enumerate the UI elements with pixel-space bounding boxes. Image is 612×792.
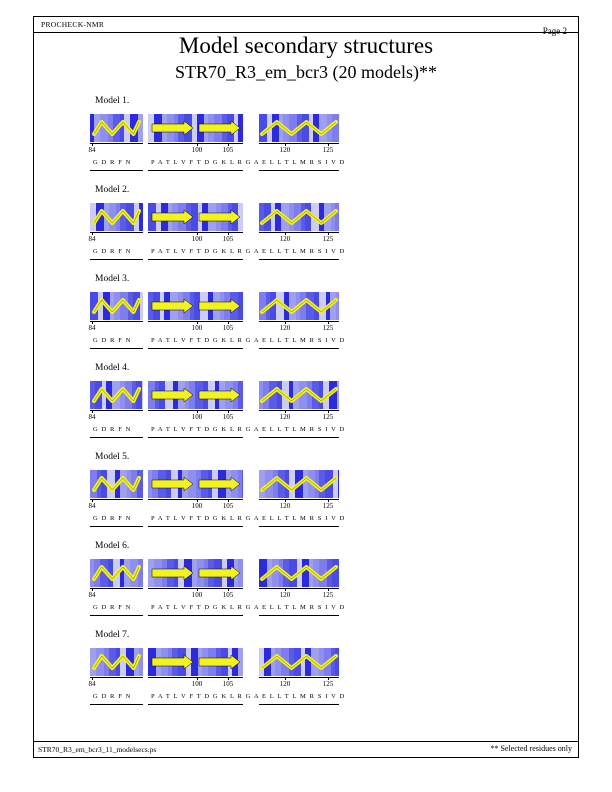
- segment-117-126-panel: [259, 559, 339, 587]
- segment-117-126-panel: [259, 292, 339, 320]
- residue-sequence: G D R F N: [93, 337, 132, 344]
- model-label: Model 3.: [95, 274, 130, 284]
- segment-117-126-panel: [259, 114, 339, 142]
- residue-sequence: E L L T L M R S I V D: [262, 426, 346, 433]
- segment-84-90-panel: [90, 203, 143, 231]
- axis-line: [259, 143, 339, 144]
- axis-tick-label: 120: [279, 235, 291, 243]
- segment-95-108-panel: [148, 559, 243, 587]
- page-subtitle: STR70_R3_em_bcr3 (20 models)**: [175, 62, 437, 82]
- segment-95-108-panel: [148, 203, 243, 231]
- axis-tick-label: 125: [322, 591, 334, 599]
- segment-95-108-panel: [148, 648, 243, 676]
- model-label: Model 2.: [95, 185, 130, 195]
- residue-sequence: G D R F N: [93, 426, 132, 433]
- axis-tick-label: 125: [322, 680, 334, 688]
- residue-sequence: G D R F N: [93, 159, 132, 166]
- sequence-underline: [259, 259, 339, 260]
- axis-line: [259, 499, 339, 500]
- sequence-underline: [259, 437, 339, 438]
- axis-line: [90, 410, 143, 411]
- sequence-underline: [90, 348, 143, 349]
- residue-sequence: G D R F N: [93, 604, 132, 611]
- axis-line: [259, 677, 339, 678]
- residue-sequence: E L L T L M R S I V D: [262, 515, 346, 522]
- residue-sequence: P A T L V F T D G K L R G A: [151, 426, 260, 433]
- axis-tick-label: 84: [88, 591, 96, 599]
- axis-tick-label: 105: [222, 235, 234, 243]
- axis-line: [90, 232, 143, 233]
- axis-line: [90, 588, 143, 589]
- axis-tick-label: 105: [222, 591, 234, 599]
- axis-line: [90, 321, 143, 322]
- sequence-underline: [259, 526, 339, 527]
- axis-tick-label: 100: [191, 591, 203, 599]
- axis-tick-label: 120: [279, 324, 291, 332]
- axis-tick-label: 125: [322, 413, 334, 421]
- axis-tick-label: 125: [322, 235, 334, 243]
- axis-tick-label: 120: [279, 146, 291, 154]
- axis-tick-label: 100: [191, 235, 203, 243]
- sequence-underline: [148, 348, 243, 349]
- sequence-underline: [148, 526, 243, 527]
- axis-tick-label: 100: [191, 413, 203, 421]
- axis-line: [90, 677, 143, 678]
- axis-tick-label: 105: [222, 146, 234, 154]
- axis-tick-label: 125: [322, 324, 334, 332]
- sequence-underline: [148, 704, 243, 705]
- page-number: Page 2: [542, 26, 567, 36]
- segment-117-126-panel: [259, 381, 339, 409]
- axis-tick-label: 100: [191, 502, 203, 510]
- header-left-text: PROCHECK-NMR: [41, 20, 105, 29]
- segment-95-108-panel: [148, 292, 243, 320]
- model-label: Model 4.: [95, 363, 130, 373]
- residue-sequence: P A T L V F T D G K L R G A: [151, 693, 260, 700]
- model-label: Model 1.: [95, 96, 130, 106]
- residue-sequence: P A T L V F T D G K L R G A: [151, 159, 260, 166]
- sequence-underline: [90, 615, 143, 616]
- residue-sequence: E L L T L M R S I V D: [262, 248, 346, 255]
- segment-84-90-panel: [90, 292, 143, 320]
- segment-117-126-panel: [259, 648, 339, 676]
- residue-sequence: G D R F N: [93, 515, 132, 522]
- axis-tick-label: 105: [222, 413, 234, 421]
- segment-84-90-panel: [90, 470, 143, 498]
- axis-tick-label: 100: [191, 146, 203, 154]
- sequence-underline: [148, 437, 243, 438]
- sequence-underline: [90, 526, 143, 527]
- segment-84-90-panel: [90, 648, 143, 676]
- model-label: Model 7.: [95, 630, 130, 640]
- axis-tick-label: 84: [88, 146, 96, 154]
- axis-tick-label: 120: [279, 591, 291, 599]
- axis-tick-label: 100: [191, 680, 203, 688]
- residue-sequence: P A T L V F T D G K L R G A: [151, 248, 260, 255]
- segment-117-126-panel: [259, 203, 339, 231]
- sequence-underline: [259, 348, 339, 349]
- page-title: Model secondary structures: [178, 33, 434, 58]
- sequence-underline: [259, 704, 339, 705]
- axis-tick-label: 125: [322, 502, 334, 510]
- footer-rule: [34, 741, 579, 742]
- sequence-underline: [90, 704, 143, 705]
- axis-line: [259, 410, 339, 411]
- axis-tick-label: 125: [322, 146, 334, 154]
- axis-tick-label: 105: [222, 680, 234, 688]
- sequence-underline: [259, 615, 339, 616]
- footer-left-text: STR70_R3_em_bcr3_11_modelsecs.ps: [38, 745, 157, 754]
- residue-sequence: E L L T L M R S I V D: [262, 693, 346, 700]
- axis-tick-label: 84: [88, 502, 96, 510]
- sequence-underline: [90, 259, 143, 260]
- model-label: Model 6.: [95, 541, 130, 551]
- axis-line: [90, 499, 143, 500]
- residue-sequence: G D R F N: [93, 248, 132, 255]
- axis-tick-label: 120: [279, 502, 291, 510]
- axis-tick-label: 105: [222, 502, 234, 510]
- sequence-underline: [148, 170, 243, 171]
- residue-sequence: P A T L V F T D G K L R G A: [151, 604, 260, 611]
- segment-95-108-panel: [148, 470, 243, 498]
- axis-tick-label: 84: [88, 324, 96, 332]
- residue-sequence: E L L T L M R S I V D: [262, 337, 346, 344]
- axis-line: [259, 321, 339, 322]
- sequence-underline: [259, 170, 339, 171]
- axis-tick-label: 105: [222, 324, 234, 332]
- segment-84-90-panel: [90, 559, 143, 587]
- segment-84-90-panel: [90, 381, 143, 409]
- segment-95-108-panel: [148, 114, 243, 142]
- segment-117-126-panel: [259, 470, 339, 498]
- axis-line: [90, 143, 143, 144]
- axis-tick-label: 120: [279, 413, 291, 421]
- axis-tick-label: 84: [88, 680, 96, 688]
- residue-sequence: E L L T L M R S I V D: [262, 159, 346, 166]
- footer-right-text: ** Selected residues only: [490, 744, 572, 753]
- segment-84-90-panel: [90, 114, 143, 142]
- sequence-underline: [90, 437, 143, 438]
- axis-tick-label: 100: [191, 324, 203, 332]
- sequence-underline: [148, 259, 243, 260]
- axis-line: [259, 232, 339, 233]
- residue-sequence: G D R F N: [93, 693, 132, 700]
- sequence-underline: [90, 170, 143, 171]
- residue-sequence: E L L T L M R S I V D: [262, 604, 346, 611]
- segment-95-108-panel: [148, 381, 243, 409]
- axis-tick-label: 84: [88, 413, 96, 421]
- model-label: Model 5.: [95, 452, 130, 462]
- axis-tick-label: 84: [88, 235, 96, 243]
- sequence-underline: [148, 615, 243, 616]
- residue-sequence: P A T L V F T D G K L R G A: [151, 515, 260, 522]
- axis-tick-label: 120: [279, 680, 291, 688]
- axis-line: [259, 588, 339, 589]
- residue-sequence: P A T L V F T D G K L R G A: [151, 337, 260, 344]
